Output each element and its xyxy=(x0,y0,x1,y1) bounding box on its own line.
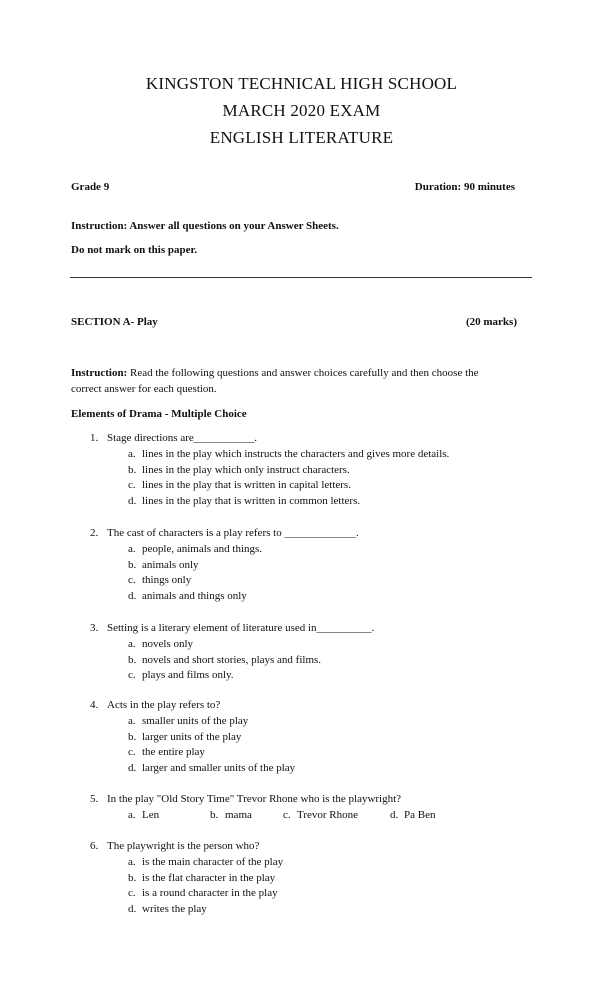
question-number: 1. xyxy=(90,432,99,444)
question-text: Setting is a literary element of literature used in__________. xyxy=(107,622,375,634)
divider xyxy=(70,277,532,278)
option-letter: b. xyxy=(128,463,137,476)
option-text: novels only xyxy=(142,638,194,650)
option-text: the entire play xyxy=(142,746,205,759)
option-letter: c. xyxy=(283,809,291,821)
option-text: writes the play xyxy=(142,903,207,916)
exam-title: MARCH 2020 EXAM xyxy=(222,101,381,120)
option-text: Len xyxy=(142,809,160,821)
duration-label: Duration: 90 minutes xyxy=(414,181,515,193)
question-number: 3. xyxy=(90,622,99,634)
section-instruction xyxy=(71,366,479,380)
section-marks: (20 marks) xyxy=(465,316,517,328)
question-text: In the play "Old Story Time" Trevor Rhone who is the playwright? xyxy=(107,793,402,805)
question-text: The cast of characters is a play refers to _____________. xyxy=(107,527,359,539)
option-letter: d. xyxy=(128,762,137,775)
option-letter: d. xyxy=(128,495,137,508)
option-text: Pa Ben xyxy=(404,809,436,821)
question-text: Acts in the play refers to? xyxy=(107,699,221,711)
option-text: novels and short stories, plays and films. xyxy=(142,653,322,666)
option-letter: a. xyxy=(128,856,136,868)
question-text: The playwright is the person who? xyxy=(107,840,260,852)
option-text: lines in the play which instructs the characters and gives more details. xyxy=(142,448,450,460)
option-text: plays and films only. xyxy=(142,669,234,682)
option-letter: b. xyxy=(128,653,137,666)
option-letter: a. xyxy=(128,638,136,650)
question-text: Stage directions are___________. xyxy=(107,432,257,444)
option-text: Trevor Rhone xyxy=(297,809,359,821)
option-text: is the flat character in the play xyxy=(142,871,276,884)
option-letter: d. xyxy=(390,809,399,821)
do-not-mark-note: Do not mark on this paper. xyxy=(71,244,198,256)
option-letter: a. xyxy=(128,809,136,821)
general-instruction: Instruction: Answer all questions on your Answer Sheets. xyxy=(71,220,339,232)
question-number: 5. xyxy=(90,793,99,805)
option-letter: d. xyxy=(128,903,137,916)
option-letter: b. xyxy=(210,809,219,821)
option-letter: c. xyxy=(128,479,136,492)
option-letter: a. xyxy=(128,715,136,727)
question-number: 2. xyxy=(90,527,99,539)
option-text: is a round character in the play xyxy=(142,887,278,900)
option-text: larger units of the play xyxy=(142,730,242,743)
option-letter: a. xyxy=(128,543,136,555)
option-text: lines in the play that is written in common letters. xyxy=(142,495,361,508)
option-text: larger and smaller units of the play xyxy=(142,762,296,775)
subject-title: ENGLISH LITERATURE xyxy=(209,128,394,147)
instruction-label: Instruction: xyxy=(71,367,128,379)
option-letter: d. xyxy=(128,590,137,603)
grade-label: Grade 9 xyxy=(71,181,110,193)
subheading: Elements of Drama - Multiple Choice xyxy=(71,408,247,420)
option-text: lines in the play which only instruct characters. xyxy=(142,463,350,476)
option-letter: b. xyxy=(128,871,137,884)
option-text: mama xyxy=(225,809,252,821)
option-letter: a. xyxy=(128,448,136,460)
instruction-text: Read the following questions and answer choices carefully and then choose the xyxy=(127,367,479,379)
option-text: things only xyxy=(142,574,192,587)
option-text: lines in the play that is written in capital letters. xyxy=(142,479,351,492)
school-name: KINGSTON TECHNICAL HIGH SCHOOL xyxy=(145,74,458,93)
option-text: animals and things only xyxy=(142,590,247,603)
option-letter: c. xyxy=(128,746,136,759)
section-title: SECTION A- Play xyxy=(71,316,158,328)
option-letter: c. xyxy=(128,887,136,900)
section-instruction-cont: correct answer for each question. xyxy=(71,383,217,395)
question-number: 6. xyxy=(90,840,99,852)
option-letter: c. xyxy=(128,669,136,682)
option-letter: c. xyxy=(128,574,136,587)
option-letter: b. xyxy=(128,730,137,743)
option-text: animals only xyxy=(142,558,199,571)
option-text: people, animals and things. xyxy=(142,543,263,555)
option-letter: b. xyxy=(128,558,137,571)
option-text: smaller units of the play xyxy=(142,715,249,727)
option-text: is the main character of the play xyxy=(142,856,284,868)
question-number: 4. xyxy=(90,699,99,711)
